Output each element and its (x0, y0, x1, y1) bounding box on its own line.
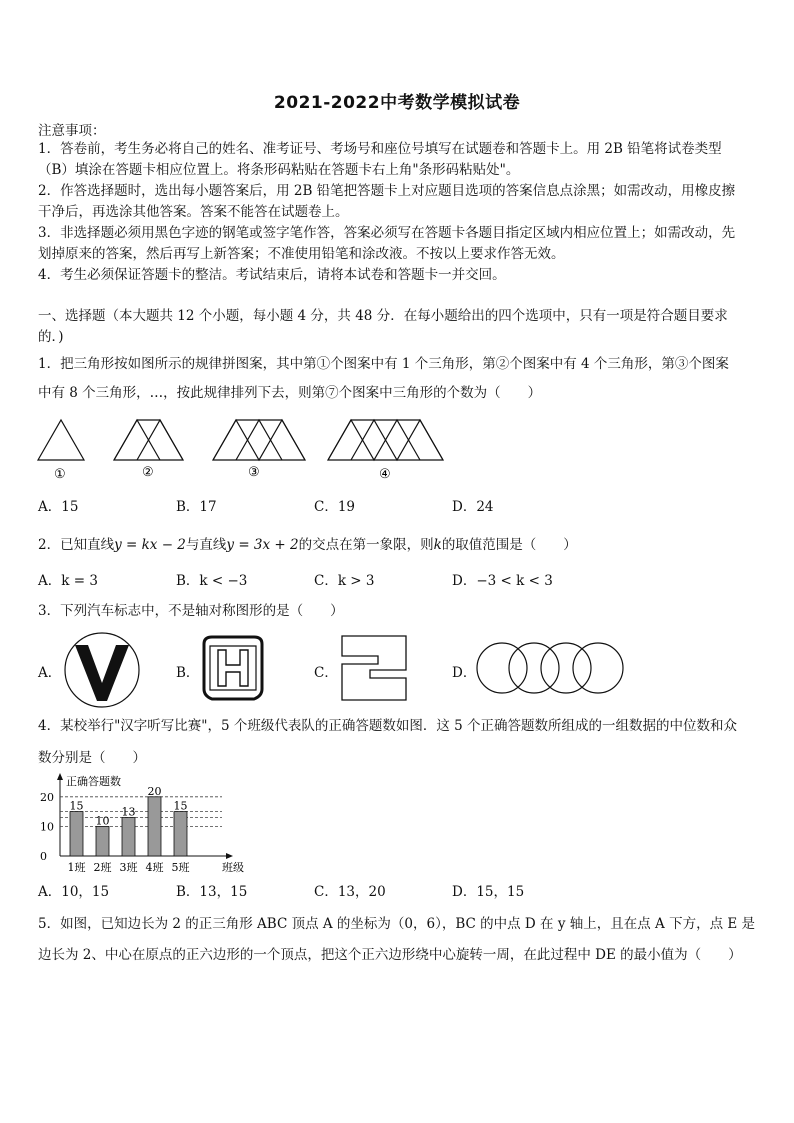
data-label: 20 (147, 784, 162, 798)
page-title: 2021-2022中考数学模拟试卷 (273, 93, 521, 113)
option-a[interactable]: A．10，15 (38, 884, 110, 900)
bar (174, 812, 187, 856)
q2-mid: 与直线 (185, 537, 227, 553)
notice-heading: 注意事项： (38, 123, 106, 139)
honda-logo-icon (198, 634, 268, 704)
option-d[interactable]: D．24 (452, 499, 494, 515)
q2-equation-2: y = 3x + 2 (226, 537, 299, 553)
notice-line: 1．答卷前，考生务必将自己的姓名、准考证号、考场号和座位号填写在试题卷和答题卡上。用 2B 铅笔将试卷类型 (38, 141, 722, 157)
notice-line: 4．考生必须保证答题卡的整洁。考试结束后，请将本试卷和答题卡一并交回。 (38, 267, 506, 283)
bar (122, 818, 135, 856)
x-axis-arrow-icon (226, 853, 233, 859)
y-axis-arrow-icon (57, 773, 63, 780)
bar (148, 797, 161, 856)
x-tick-label: 3班 (119, 861, 138, 874)
notice-line: 2．作答选择题时，选出每小题答案后，用 2B 铅笔把答题卡上对应题目选项的答案信息点涂黑；如需改动，用橡皮擦 (38, 183, 736, 199)
option-c[interactable]: C．19 (314, 499, 356, 515)
bar (96, 826, 109, 856)
option-b[interactable]: B．17 (176, 499, 217, 515)
notice-line: （B）填涂在答题卡相应位置上。将条形码粘贴在答题卡右上角"条形码粘贴处"。 (38, 162, 520, 178)
q2-suffix-1: 的交点在第一象限，则 (298, 537, 434, 553)
q2-suffix-2: 的取值范围是（ ） (441, 537, 577, 553)
data-label: 13 (121, 805, 136, 819)
x-tick-label: 2班 (93, 861, 112, 874)
figure-label: ① (54, 467, 66, 482)
notice-line: 划掉原来的答案，然后再写上新答案；不准使用铅笔和涂改液。不按以上要求作答无效。 (38, 246, 565, 262)
question-5-text-cont: 边长为 2、中心在原点的正六边形的一个顶点，把这个正六边形绕中心旋转一周，在此过程中 DE 的最小值为（ ） (38, 947, 742, 963)
y-tick-label: 20 (40, 790, 54, 804)
option-c[interactable]: C． (314, 665, 338, 681)
bar-chart (36, 770, 256, 878)
figure-label: ④ (379, 467, 391, 482)
option-c[interactable]: C．13，20 (314, 884, 386, 900)
option-a[interactable]: A． (38, 665, 62, 681)
x-tick-label: 1班 (67, 861, 86, 874)
notice-line: 3．非选择题必须用黑色字迹的钢笔或签字笔作答，答案必须写在答题卡各题目指定区域内相应位置上；如需改动，先 (38, 225, 736, 241)
four-rings-logo-icon (474, 640, 626, 696)
question-4-text: 4．某校举行"汉字听写比赛"，5 个班级代表队的正确答题数如图．这 5 个正确答题数所组成的一组数据的中位数和众 (38, 718, 738, 734)
option-b[interactable]: B．13，15 (176, 884, 248, 900)
section-heading-cont: 的．) (38, 329, 64, 345)
question-2-text (38, 536, 763, 554)
q2-prefix: 2．已知直线 (38, 537, 115, 553)
q2-equation-1: y = kx − 2 (114, 537, 186, 553)
question-4-text-cont: 数分别是（ ） (38, 750, 146, 766)
figure-label: ③ (248, 465, 260, 480)
notched-square-logo-icon (340, 634, 410, 702)
figure-label: ② (142, 465, 154, 480)
x-axis-label: 班级 (222, 861, 244, 874)
y-tick-label: 10 (40, 820, 54, 834)
question-1-text: 1．把三角形按如图所示的规律拼图案，其中第①个图案中有 1 个三角形，第②个图案中有 4 个三角形，第③个图案 (38, 356, 729, 372)
q2-k: k (433, 537, 442, 553)
data-label: 15 (69, 799, 84, 813)
y-tick-label: 0 (40, 850, 47, 863)
question-5-text: 5．如图，已知边长为 2 的正三角形 ABC 顶点 A 的坐标为（0，6），BC 的中点 D 在 y 轴上，且在点 A 下方，点 E 是 (38, 916, 756, 932)
option-a[interactable]: A．k = 3 (38, 573, 98, 589)
option-a[interactable]: A．15 (38, 499, 79, 515)
option-b[interactable]: B．k < −3 (176, 573, 248, 589)
x-tick-label: 4班 (145, 861, 164, 874)
option-c[interactable]: C．k > 3 (314, 573, 375, 589)
y-axis-label: 正确答题数 (66, 775, 121, 788)
data-label: 15 (173, 799, 188, 813)
notice-line: 干净后，再选涂其他答案。答案不能答在试题卷上。 (38, 204, 349, 220)
option-b[interactable]: B． (176, 665, 200, 681)
vw-logo-icon (62, 631, 142, 709)
option-d[interactable]: D． (452, 665, 477, 681)
triangle-pattern-figure (36, 414, 456, 484)
data-label: 10 (95, 814, 110, 828)
option-d[interactable]: D．−3 < k < 3 (452, 573, 553, 589)
question-1-text-cont: 中有 8 个三角形，…，按此规律排列下去，则第⑦个图案中三角形的个数为（ ） (38, 385, 542, 401)
question-3-text: 3．下列汽车标志中，不是轴对称图形的是（ ） (38, 603, 344, 619)
section-heading: 一、选择题（本大题共 12 个小题，每小题 4 分，共 48 分．在每小题给出的四个选项中，只有一项是符合题目要求 (38, 308, 728, 324)
bar (70, 812, 83, 856)
option-d[interactable]: D．15，15 (452, 884, 525, 900)
x-tick-label: 5班 (171, 861, 190, 874)
